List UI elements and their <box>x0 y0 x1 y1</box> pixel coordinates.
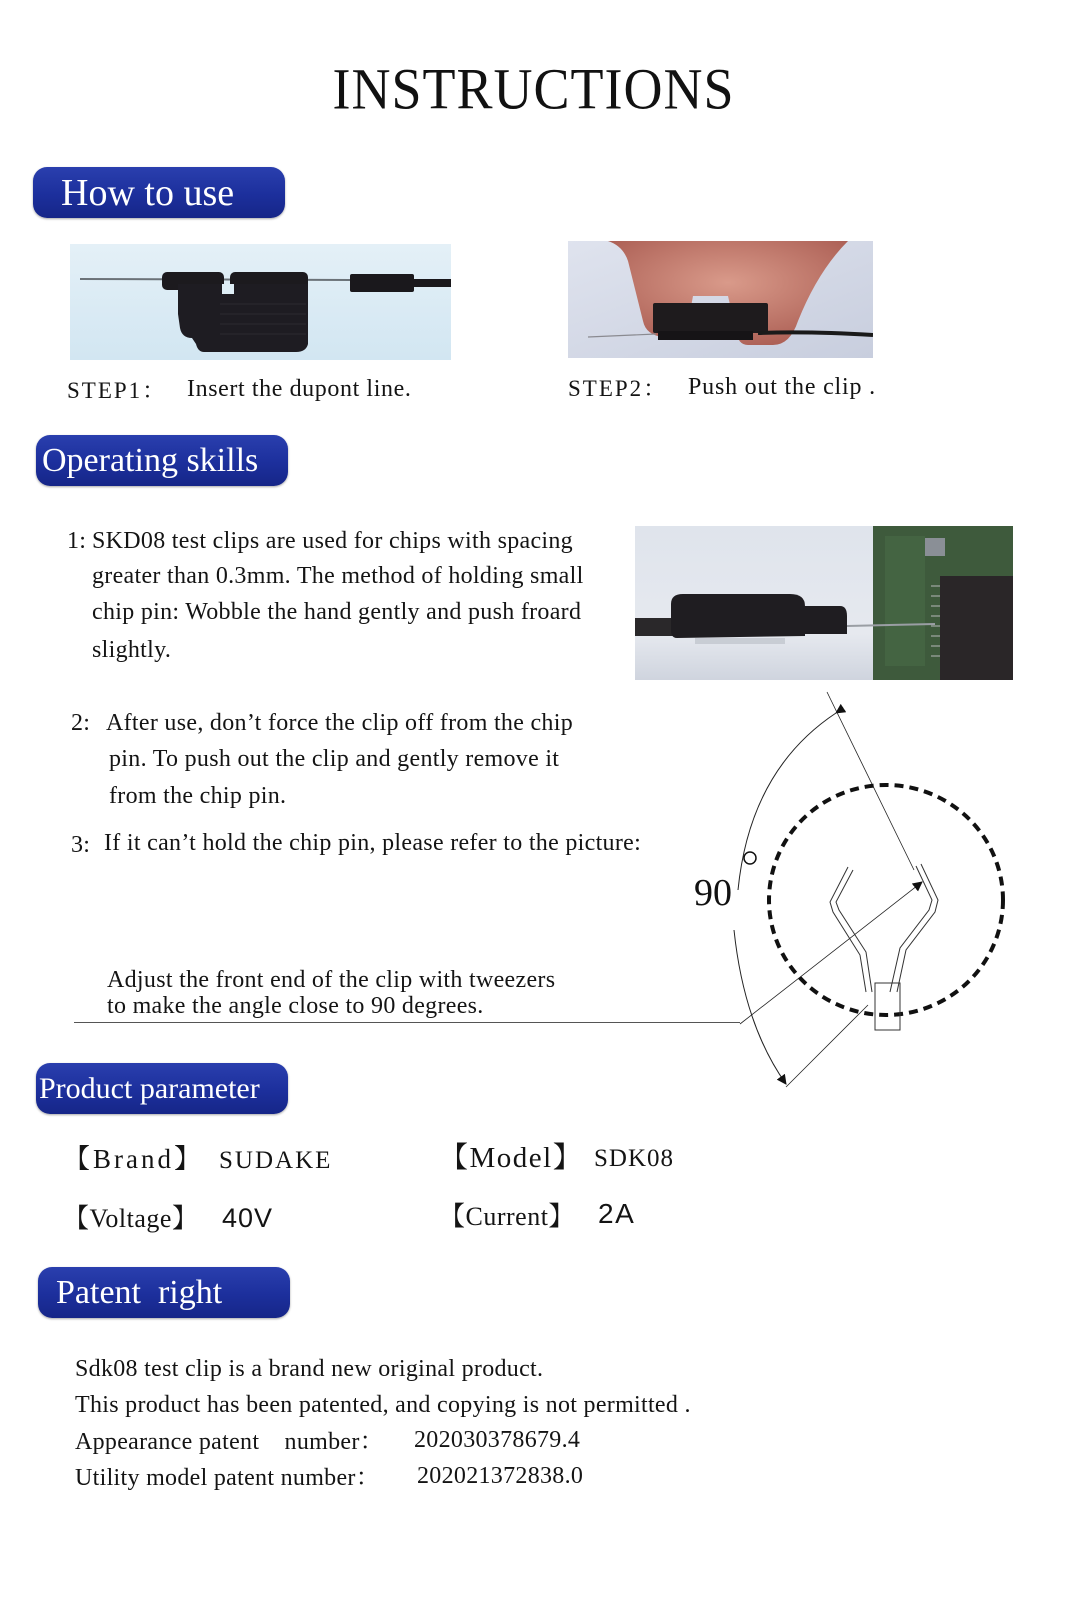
degree-symbol-icon <box>744 852 756 864</box>
section-heading: How to use <box>61 171 235 214</box>
angle-arc <box>734 930 786 1084</box>
param-label-brand: 【Brand】 <box>63 1144 204 1174</box>
skill-1-line: SKD08 test clips are used for chips with spacing <box>92 528 573 554</box>
section-heading: Patent right <box>56 1273 223 1311</box>
page-title: INSTRUCTIONS <box>332 56 735 122</box>
section-badge-operating-skills <box>36 435 288 486</box>
appearance-patent-number: 202030378679.4 <box>414 1427 581 1453</box>
param-value-model: SDK08 <box>594 1145 675 1172</box>
skill-2-line: pin. To push out the clip and gently remove it <box>109 746 560 772</box>
step1-label: STEP1： <box>67 378 168 403</box>
skill-2-line: from the chip pin. <box>109 783 287 809</box>
extension-line <box>827 692 914 870</box>
step1-text: Insert the dupont line. <box>187 376 412 402</box>
step1-photo <box>70 244 451 360</box>
adjust-instruction-line: to make the angle close to 90 degrees. <box>107 993 484 1019</box>
skill-3-text: If it can’t hold the chip pin, please refer to the picture: <box>104 830 642 856</box>
skill-1-number: 1: <box>67 528 87 554</box>
patent-line: Sdk08 test clip is a brand new original product. <box>75 1356 544 1382</box>
section-heading: Operating skills <box>42 441 259 479</box>
step2-text: Push out the clip . <box>688 374 876 400</box>
section-heading: Product parameter <box>39 1071 260 1105</box>
param-label-current: 【Current】 <box>439 1202 575 1231</box>
clip-on-chip-photo <box>635 526 1013 680</box>
adjust-instruction-line: Adjust the front end of the clip with tweezers <box>107 967 556 993</box>
skill-1-line: chip pin: Wobble the hand gently and push froard <box>92 599 582 625</box>
clip-on-chip-image <box>635 526 1013 680</box>
clip-with-dupont-image <box>70 244 451 360</box>
appearance-patent-label: Appearance patent number： <box>75 1429 384 1455</box>
param-label-voltage: 【Voltage】 <box>63 1204 199 1233</box>
divider-line <box>74 1022 740 1023</box>
angle-diagram <box>690 680 1030 1100</box>
angle-value: 90 <box>694 872 732 914</box>
step2-photo <box>568 241 873 358</box>
param-value-voltage: 40V <box>222 1203 274 1233</box>
hand-pushing-clip-image <box>568 241 873 358</box>
patent-line: This product has been patented, and copying is not permitted . <box>75 1392 691 1418</box>
step2-label: STEP2： <box>568 376 669 401</box>
skill-3-number: 3: <box>71 832 91 858</box>
clip-tip-drawing <box>830 864 938 1030</box>
section-badge-patent-right <box>38 1267 290 1318</box>
section-badge-product-parameter <box>36 1063 288 1114</box>
extension-line <box>786 1005 868 1087</box>
dashed-circle <box>769 785 1003 1015</box>
skill-1-line: greater than 0.3mm. The method of holding small <box>92 563 584 589</box>
utility-patent-label: Utility model patent number： <box>75 1465 381 1491</box>
skill-1-line: slightly. <box>92 637 172 663</box>
skill-2-number: 2: <box>71 710 91 736</box>
param-value-current: 2A <box>598 1198 636 1229</box>
param-label-model: 【Model】 <box>439 1142 584 1174</box>
section-badge-how-to-use <box>33 167 285 218</box>
utility-patent-number: 202021372838.0 <box>417 1463 584 1489</box>
skill-2-line: After use, don’t force the clip off from the chip <box>106 710 573 736</box>
param-value-brand: SUDAKE <box>219 1147 333 1174</box>
